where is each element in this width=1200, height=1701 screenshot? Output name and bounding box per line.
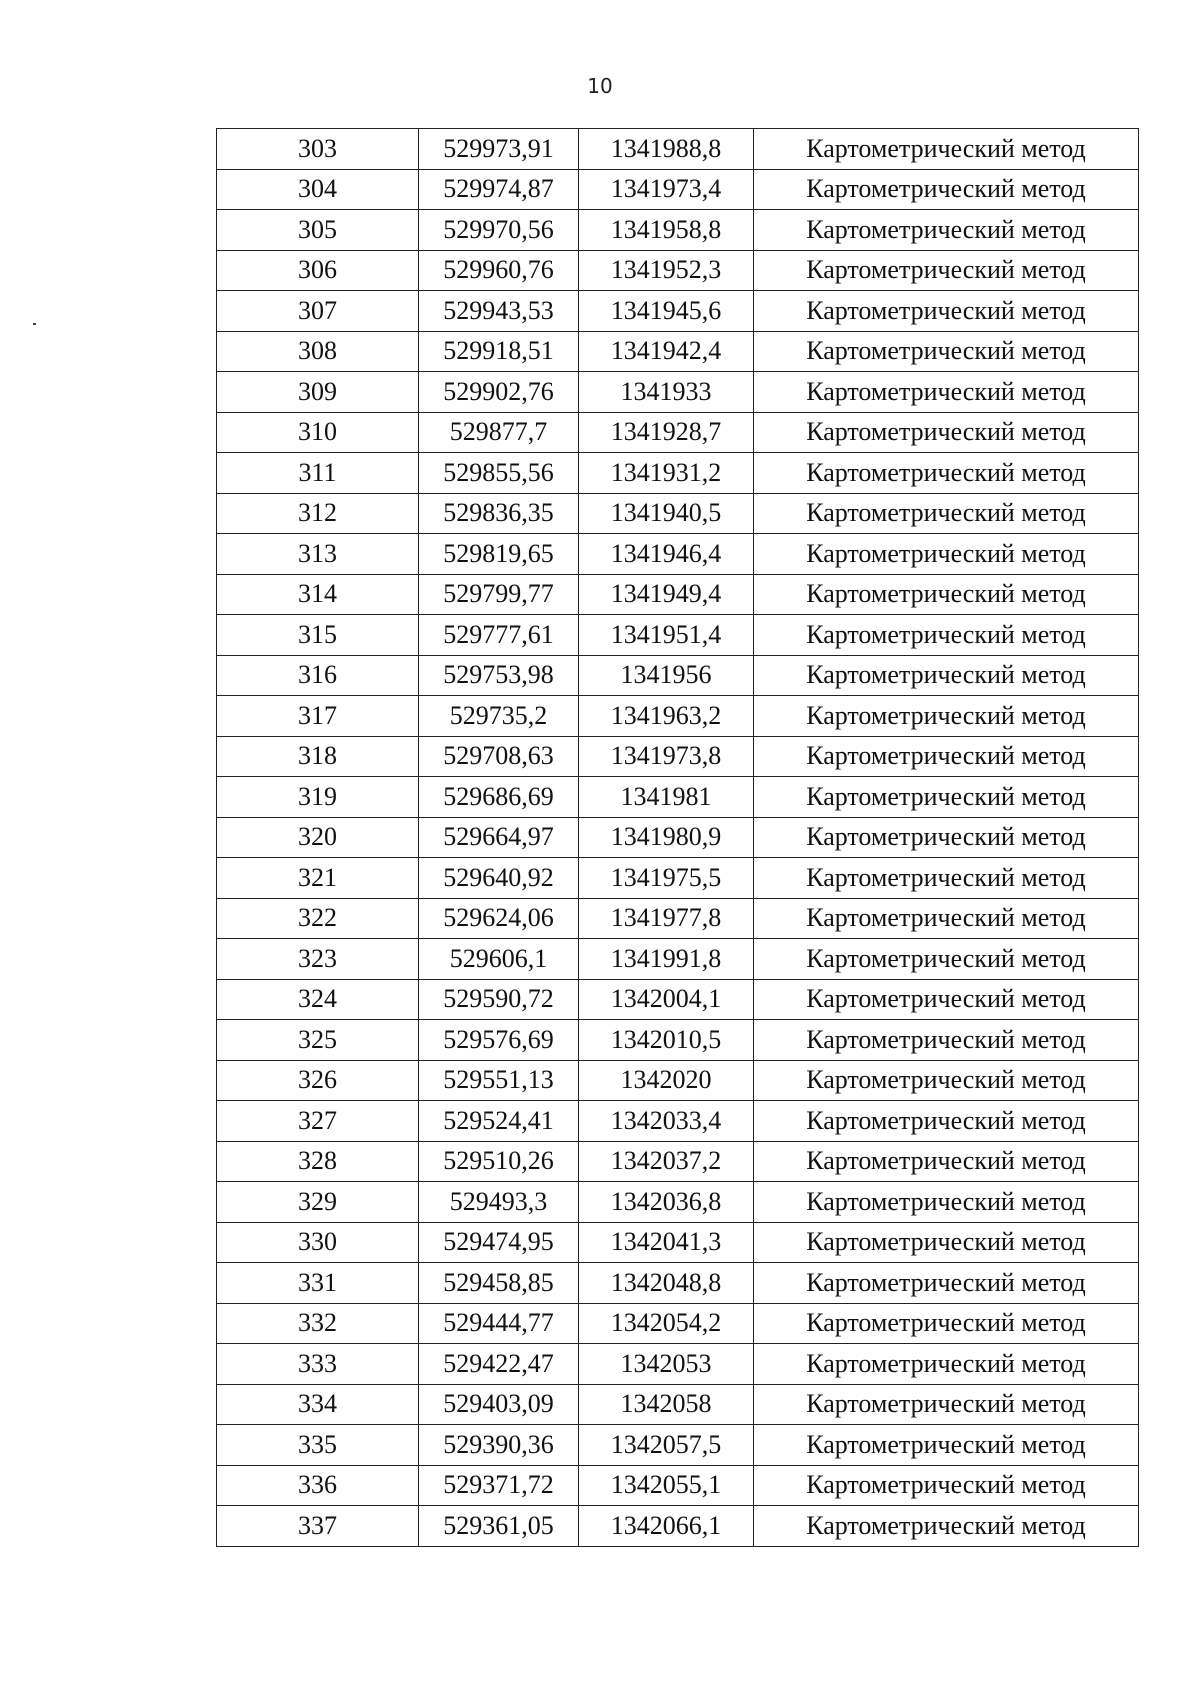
method-cell: Картометрический метод <box>754 1141 1139 1182</box>
table-row <box>217 453 1139 494</box>
method-cell: Картометрический метод <box>754 939 1139 980</box>
point-number-cell: 325 <box>217 1020 419 1061</box>
x-coordinate-cell: 529444,77 <box>419 1303 579 1344</box>
table-row <box>217 1425 1139 1466</box>
x-coordinate-cell: 529902,76 <box>419 372 579 413</box>
table-row <box>217 412 1139 453</box>
table-row <box>217 129 1139 170</box>
x-coordinate-cell: 529493,3 <box>419 1182 579 1223</box>
method-cell: Картометрический метод <box>754 1303 1139 1344</box>
method-cell: Картометрический метод <box>754 1506 1139 1547</box>
table-row <box>217 372 1139 413</box>
method-cell: Картометрический метод <box>754 1344 1139 1385</box>
table-row <box>217 1222 1139 1263</box>
y-coordinate-cell: 1341958,8 <box>579 210 754 251</box>
x-coordinate-cell: 529686,69 <box>419 777 579 818</box>
y-coordinate-cell: 1341951,4 <box>579 615 754 656</box>
x-coordinate-cell: 529403,09 <box>419 1384 579 1425</box>
x-coordinate-cell: 529510,26 <box>419 1141 579 1182</box>
y-coordinate-cell: 1341988,8 <box>579 129 754 170</box>
method-cell: Картометрический метод <box>754 129 1139 170</box>
method-cell: Картометрический метод <box>754 696 1139 737</box>
y-coordinate-cell: 1341946,4 <box>579 534 754 575</box>
method-cell: Картометрический метод <box>754 817 1139 858</box>
y-coordinate-cell: 1342004,1 <box>579 979 754 1020</box>
y-coordinate-cell: 1341980,9 <box>579 817 754 858</box>
method-cell: Картометрический метод <box>754 979 1139 1020</box>
method-cell: Картометрический метод <box>754 574 1139 615</box>
y-coordinate-cell: 1342010,5 <box>579 1020 754 1061</box>
y-coordinate-cell: 1341940,5 <box>579 493 754 534</box>
y-coordinate-cell: 1341956 <box>579 655 754 696</box>
table-row <box>217 1182 1139 1223</box>
x-coordinate-cell: 529474,95 <box>419 1222 579 1263</box>
x-coordinate-cell: 529576,69 <box>419 1020 579 1061</box>
table-row <box>217 898 1139 939</box>
page-number: 10 <box>587 74 613 98</box>
table-row <box>217 858 1139 899</box>
x-coordinate-cell: 529960,76 <box>419 250 579 291</box>
x-coordinate-cell: 529664,97 <box>419 817 579 858</box>
y-coordinate-cell: 1342048,8 <box>579 1263 754 1304</box>
y-coordinate-cell: 1341975,5 <box>579 858 754 899</box>
point-number-cell: 330 <box>217 1222 419 1263</box>
x-coordinate-cell: 529777,61 <box>419 615 579 656</box>
point-number-cell: 327 <box>217 1101 419 1142</box>
table-row <box>217 493 1139 534</box>
y-coordinate-cell: 1341949,4 <box>579 574 754 615</box>
point-number-cell: 334 <box>217 1384 419 1425</box>
y-coordinate-cell: 1342053 <box>579 1344 754 1385</box>
x-coordinate-cell: 529708,63 <box>419 736 579 777</box>
x-coordinate-cell: 529590,72 <box>419 979 579 1020</box>
method-cell: Картометрический метод <box>754 169 1139 210</box>
method-cell: Картометрический метод <box>754 250 1139 291</box>
method-cell: Картометрический метод <box>754 898 1139 939</box>
point-number-cell: 304 <box>217 169 419 210</box>
x-coordinate-cell: 529973,91 <box>419 129 579 170</box>
table-row <box>217 655 1139 696</box>
table-row <box>217 979 1139 1020</box>
method-cell: Картометрический метод <box>754 655 1139 696</box>
table-row <box>217 1303 1139 1344</box>
x-coordinate-cell: 529361,05 <box>419 1506 579 1547</box>
method-cell: Картометрический метод <box>754 493 1139 534</box>
method-cell: Картометрический метод <box>754 615 1139 656</box>
point-number-cell: 310 <box>217 412 419 453</box>
point-number-cell: 331 <box>217 1263 419 1304</box>
y-coordinate-cell: 1342066,1 <box>579 1506 754 1547</box>
method-cell: Картометрический метод <box>754 534 1139 575</box>
y-coordinate-cell: 1341945,6 <box>579 291 754 332</box>
y-coordinate-cell: 1342036,8 <box>579 1182 754 1223</box>
point-number-cell: 332 <box>217 1303 419 1344</box>
table-row <box>217 817 1139 858</box>
method-cell: Картометрический метод <box>754 1222 1139 1263</box>
x-coordinate-cell: 529551,13 <box>419 1060 579 1101</box>
x-coordinate-cell: 529877,7 <box>419 412 579 453</box>
y-coordinate-cell: 1341928,7 <box>579 412 754 453</box>
table-row <box>217 574 1139 615</box>
table-row <box>217 777 1139 818</box>
table-row <box>217 1263 1139 1304</box>
table-row <box>217 615 1139 656</box>
method-cell: Картометрический метод <box>754 1060 1139 1101</box>
point-number-cell: 316 <box>217 655 419 696</box>
point-number-cell: 307 <box>217 291 419 332</box>
point-number-cell: 337 <box>217 1506 419 1547</box>
point-number-cell: 326 <box>217 1060 419 1101</box>
y-coordinate-cell: 1341942,4 <box>579 331 754 372</box>
coordinates-table <box>216 128 1139 1547</box>
y-coordinate-cell: 1341991,8 <box>579 939 754 980</box>
point-number-cell: 309 <box>217 372 419 413</box>
point-number-cell: 336 <box>217 1465 419 1506</box>
table-row <box>217 1060 1139 1101</box>
x-coordinate-cell: 529753,98 <box>419 655 579 696</box>
table-row <box>217 736 1139 777</box>
table-row <box>217 1506 1139 1547</box>
y-coordinate-cell: 1342033,4 <box>579 1101 754 1142</box>
x-coordinate-cell: 529422,47 <box>419 1344 579 1385</box>
x-coordinate-cell: 529371,72 <box>419 1465 579 1506</box>
y-coordinate-cell: 1341952,3 <box>579 250 754 291</box>
coordinates-table-body <box>217 129 1139 1547</box>
x-coordinate-cell: 529458,85 <box>419 1263 579 1304</box>
table-row <box>217 1101 1139 1142</box>
y-coordinate-cell: 1342037,2 <box>579 1141 754 1182</box>
method-cell: Картометрический метод <box>754 858 1139 899</box>
point-number-cell: 318 <box>217 736 419 777</box>
y-coordinate-cell: 1342054,2 <box>579 1303 754 1344</box>
method-cell: Картометрический метод <box>754 1182 1139 1223</box>
point-number-cell: 328 <box>217 1141 419 1182</box>
point-number-cell: 335 <box>217 1425 419 1466</box>
method-cell: Картометрический метод <box>754 1020 1139 1061</box>
table-row <box>217 291 1139 332</box>
table-row <box>217 1344 1139 1385</box>
method-cell: Картометрический метод <box>754 331 1139 372</box>
method-cell: Картометрический метод <box>754 736 1139 777</box>
point-number-cell: 306 <box>217 250 419 291</box>
table-row <box>217 1384 1139 1425</box>
y-coordinate-cell: 1341973,4 <box>579 169 754 210</box>
y-coordinate-cell: 1341973,8 <box>579 736 754 777</box>
y-coordinate-cell: 1342055,1 <box>579 1465 754 1506</box>
point-number-cell: 324 <box>217 979 419 1020</box>
y-coordinate-cell: 1342057,5 <box>579 1425 754 1466</box>
point-number-cell: 333 <box>217 1344 419 1385</box>
method-cell: Картометрический метод <box>754 1263 1139 1304</box>
y-coordinate-cell: 1342041,3 <box>579 1222 754 1263</box>
x-coordinate-cell: 529970,56 <box>419 210 579 251</box>
point-number-cell: 312 <box>217 493 419 534</box>
table-row <box>217 696 1139 737</box>
x-coordinate-cell: 529943,53 <box>419 291 579 332</box>
method-cell: Картометрический метод <box>754 372 1139 413</box>
point-number-cell: 303 <box>217 129 419 170</box>
x-coordinate-cell: 529606,1 <box>419 939 579 980</box>
point-number-cell: 317 <box>217 696 419 737</box>
y-coordinate-cell: 1341977,8 <box>579 898 754 939</box>
method-cell: Картометрический метод <box>754 412 1139 453</box>
point-number-cell: 313 <box>217 534 419 575</box>
point-number-cell: 329 <box>217 1182 419 1223</box>
x-coordinate-cell: 529836,35 <box>419 493 579 534</box>
x-coordinate-cell: 529640,92 <box>419 858 579 899</box>
table-row <box>217 210 1139 251</box>
table-row <box>217 331 1139 372</box>
point-number-cell: 311 <box>217 453 419 494</box>
method-cell: Картометрический метод <box>754 291 1139 332</box>
y-coordinate-cell: 1341931,2 <box>579 453 754 494</box>
y-coordinate-cell: 1341933 <box>579 372 754 413</box>
x-coordinate-cell: 529524,41 <box>419 1101 579 1142</box>
point-number-cell: 321 <box>217 858 419 899</box>
point-number-cell: 322 <box>217 898 419 939</box>
table-row <box>217 250 1139 291</box>
table-row <box>217 1465 1139 1506</box>
y-coordinate-cell: 1342058 <box>579 1384 754 1425</box>
margin-mark <box>33 323 36 325</box>
method-cell: Картометрический метод <box>754 1465 1139 1506</box>
point-number-cell: 320 <box>217 817 419 858</box>
x-coordinate-cell: 529974,87 <box>419 169 579 210</box>
x-coordinate-cell: 529735,2 <box>419 696 579 737</box>
method-cell: Картометрический метод <box>754 1425 1139 1466</box>
method-cell: Картометрический метод <box>754 453 1139 494</box>
x-coordinate-cell: 529390,36 <box>419 1425 579 1466</box>
method-cell: Картометрический метод <box>754 1101 1139 1142</box>
y-coordinate-cell: 1341981 <box>579 777 754 818</box>
method-cell: Картометрический метод <box>754 777 1139 818</box>
point-number-cell: 305 <box>217 210 419 251</box>
point-number-cell: 319 <box>217 777 419 818</box>
table-row <box>217 534 1139 575</box>
table-row <box>217 1020 1139 1061</box>
point-number-cell: 323 <box>217 939 419 980</box>
table-row <box>217 1141 1139 1182</box>
x-coordinate-cell: 529819,65 <box>419 534 579 575</box>
table-row <box>217 169 1139 210</box>
point-number-cell: 308 <box>217 331 419 372</box>
y-coordinate-cell: 1341963,2 <box>579 696 754 737</box>
point-number-cell: 314 <box>217 574 419 615</box>
x-coordinate-cell: 529855,56 <box>419 453 579 494</box>
x-coordinate-cell: 529624,06 <box>419 898 579 939</box>
x-coordinate-cell: 529799,77 <box>419 574 579 615</box>
table-row <box>217 939 1139 980</box>
method-cell: Картометрический метод <box>754 1384 1139 1425</box>
point-number-cell: 315 <box>217 615 419 656</box>
method-cell: Картометрический метод <box>754 210 1139 251</box>
y-coordinate-cell: 1342020 <box>579 1060 754 1101</box>
x-coordinate-cell: 529918,51 <box>419 331 579 372</box>
